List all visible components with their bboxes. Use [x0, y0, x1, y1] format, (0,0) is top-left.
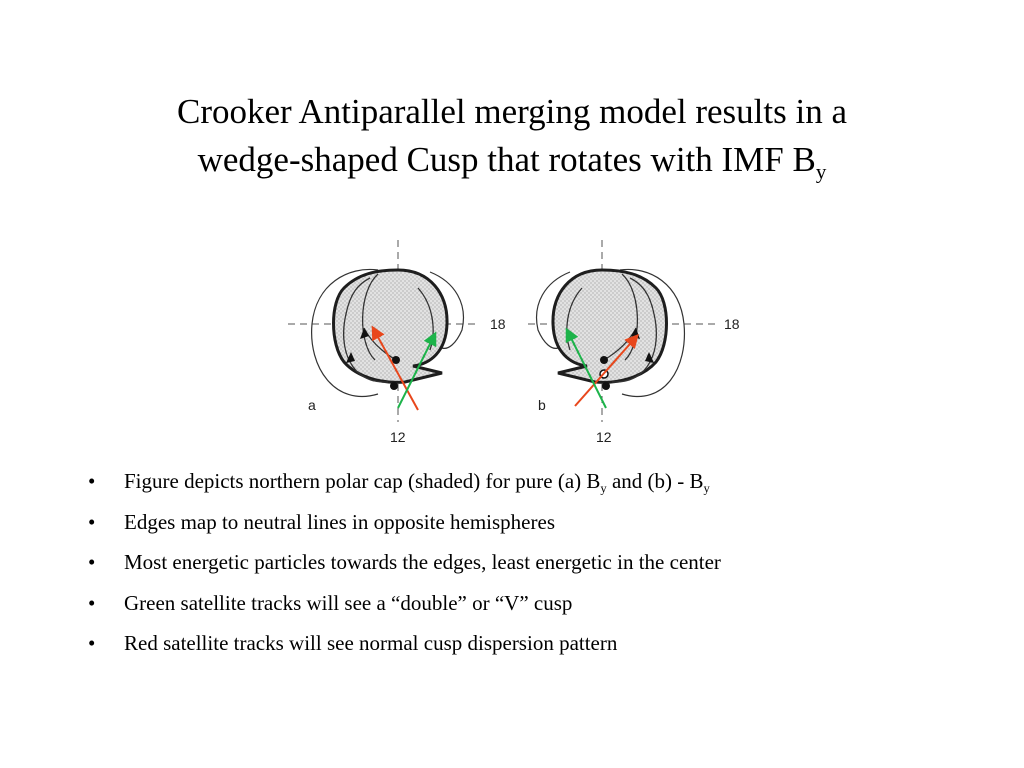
panel-a-axis-12: 12 [390, 429, 406, 445]
panel-a-label: a [308, 397, 316, 413]
panel-b-axis-18: 18 [724, 316, 740, 332]
bullet-item-red-tracks [88, 630, 988, 657]
bullet-item-figure-description [88, 468, 988, 495]
panel-b-label: b [538, 397, 546, 413]
bullet-marker: • [88, 469, 96, 493]
panel-a [288, 240, 506, 445]
bullet-1-text-part2: and (b) - B [606, 469, 704, 493]
bullet-list [88, 468, 988, 671]
bullet-item-edges [88, 509, 988, 536]
bullet-marker: • [88, 590, 96, 615]
panel-b [528, 240, 740, 445]
bullet-2-text: Edges map to neutral lines in opposite hemispheres [124, 509, 555, 534]
bullet-item-green-tracks [88, 590, 988, 617]
panel-a-axis-18: 18 [490, 316, 506, 332]
title-line-1: Crooker Antiparallel merging model results in a [176, 92, 848, 131]
bullet-marker: • [88, 509, 96, 534]
bullet-marker: • [88, 550, 96, 574]
bullet-item-energetic-particles [88, 549, 988, 576]
bullet-5-text: Red satellite tracks will see normal cusp dispersion pattern [124, 631, 618, 655]
bullet-1-subscript-2: y [703, 481, 710, 496]
bullet-4-text: Green satellite tracks will see a “double” or “V” cusp [124, 590, 573, 615]
panel-b-axis-12: 12 [596, 429, 612, 445]
polar-cap-diagram [280, 232, 750, 447]
polar-cap-figure [280, 232, 750, 447]
bullet-3-text: Most energetic particles towards the edges, least energetic in the center [124, 550, 721, 574]
title-line-2-text: wedge-shaped Cusp that rotates with IMF B [197, 140, 816, 179]
title-line-2 [60, 136, 964, 184]
title-subscript-y: y [815, 159, 827, 184]
bullet-1-subscript-1: y [600, 481, 607, 496]
bullet-marker: • [88, 631, 96, 655]
bullet-1-text-part1: Figure depicts northern polar cap (shaded) for pure (a) B [124, 469, 601, 493]
slide-title [60, 88, 964, 184]
panel-a-polar-cap [334, 270, 448, 382]
